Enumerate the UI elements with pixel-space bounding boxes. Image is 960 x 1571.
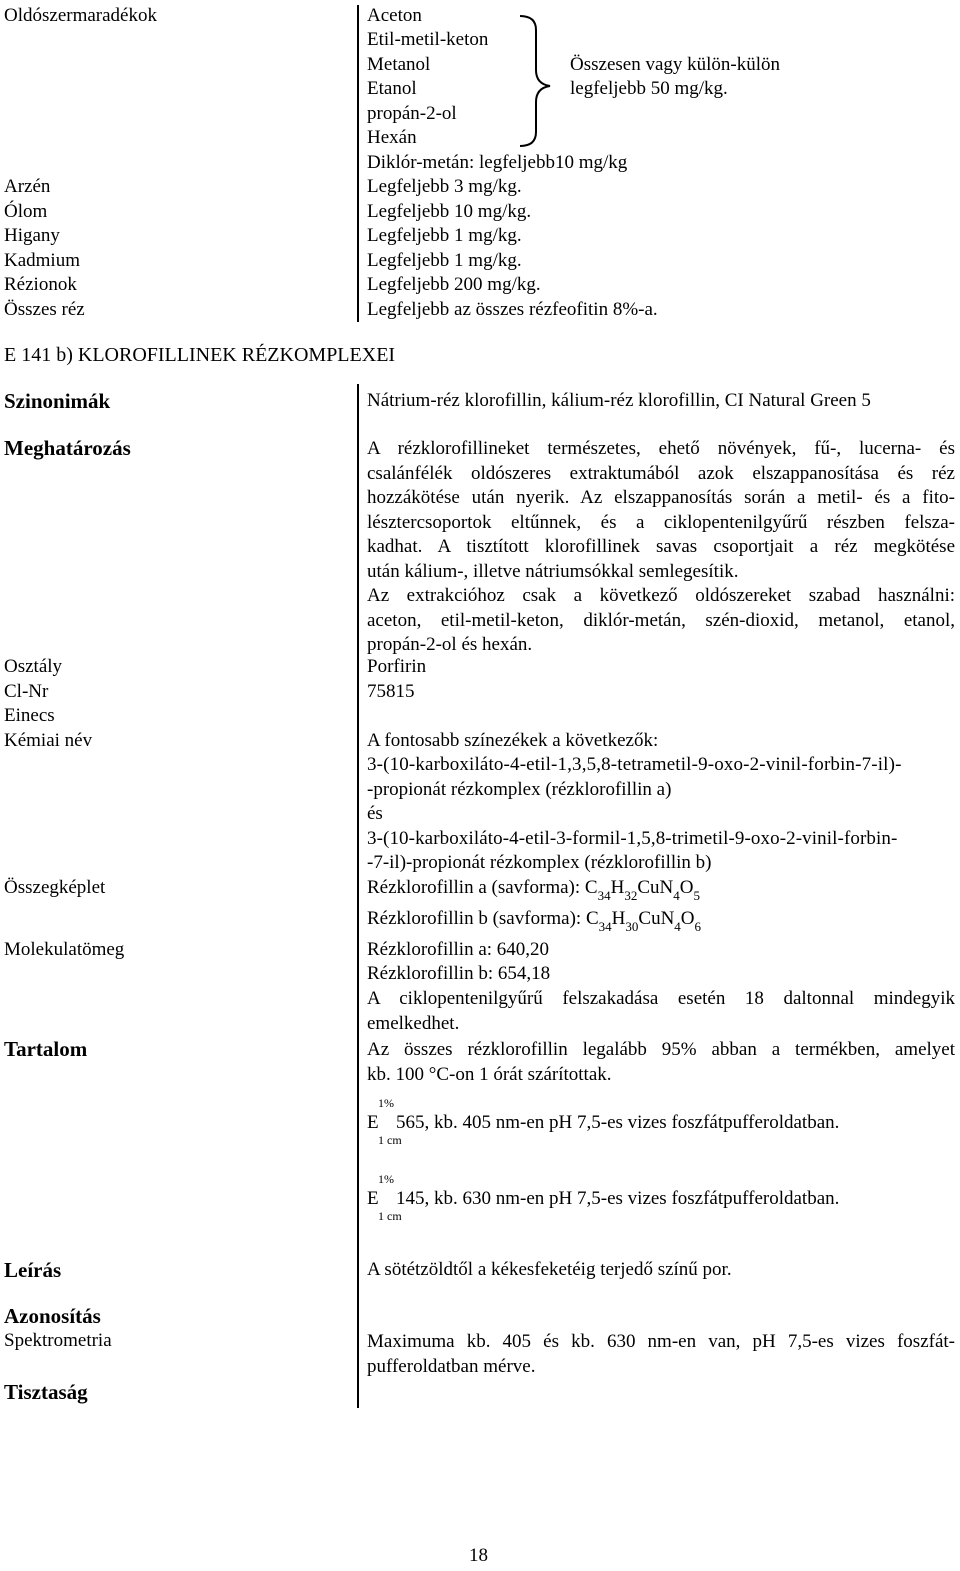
chemical-name-line: -7-il)-propionát rézkomplex (rézklorofillin b) [367,852,712,873]
bracket-note-line: Összesen vagy külön-külön [570,54,781,75]
solvent-item: Hexán [367,127,417,148]
e1-superscript: 1% [378,1096,394,1110]
dichloromethane-limit: Diklór-metán: legfeljebb10 mg/kg [367,152,628,173]
molecular-weight-note-line: A ciklopentenilgyűrű felszakadása esetén 18 daltonnal mindegyik [367,988,955,1009]
identification-label: Azonosítás [4,1304,101,1328]
definition-line: Az extrakcióhoz csak a következő oldószereket szabad használni: [367,585,955,606]
e2-subscript: 1 cm [378,1209,402,1223]
e1-text: 565, kb. 405 nm-en pH 7,5-es vizes foszfátpufferoldatban. [396,1112,840,1133]
formula-subscript: 5 [693,888,700,903]
limit-name: Ólom [4,201,48,222]
ci-nr-value: 75815 [367,681,415,702]
formula-symbol: C [585,908,599,929]
molecular-weight-note-line: emelkedhet. [367,1012,460,1034]
molecular-weight-line: Rézklorofillin a: 640,20 [367,939,550,960]
limit-name: Arzén [4,176,51,197]
class-label: Osztály [4,656,63,677]
solvent-item: propán-2-ol [367,103,457,124]
chemical-name-line: és [367,803,383,824]
solvent-item: Etil-metil-keton [367,29,489,50]
ci-nr-label: Cl-Nr [4,681,49,702]
formula-label: Összegképlet [4,877,106,898]
solvent-item: Metanol [367,54,431,75]
page-number: 18 [469,1545,488,1566]
formula-a [367,877,700,903]
molecular-weight-note [367,987,955,1036]
formula-symbol: C [584,877,598,898]
content-text [367,1038,955,1087]
definition-line: csalánfélék oldószeres extraktumából azok elszappanosítása és réz [367,462,955,484]
e1-symbol: E [367,1112,379,1133]
purity-label: Tisztaság [4,1380,88,1404]
chemical-name-line: 3-(10-karboxiláto-4-etil-3-formil-1,5,8-trimetil-9-oxo-2-vinil-forbin- [367,828,898,849]
chemical-name-line: -propionát rézkomplex (rézklorofillin a) [367,779,672,800]
limit-value: Legfeljebb 200 mg/kg. [367,274,541,295]
definition-line: A rézklorofillineket természetes, ehető növények, fű-, lucerna- és [367,438,955,459]
formula-subscript: 4 [674,919,681,934]
formula-symbol: CuN [638,908,675,929]
solvent-item: Aceton [367,5,422,26]
formula-subscript: 34 [598,919,612,934]
e2-symbol: E [367,1188,379,1209]
formula-symbol: H [610,877,625,898]
limit-name: Rézionok [4,274,77,295]
formula-b-prefix: Rézklorofillin b (savforma): [367,908,582,929]
limit-name: Kadmium [4,250,80,271]
limit-value: Legfeljebb 3 mg/kg. [367,176,522,197]
solvent-item: Etanol [367,78,417,99]
definition-line: kadhat. A tisztított klorofillinek savas csoportjait a réz megkötése [367,536,955,557]
molecular-weight-label: Molekulatömeg [4,939,125,960]
e2-text: 145, kb. 630 nm-en pH 7,5-es vizes foszfátpufferoldatban. [396,1188,840,1209]
formula-symbol: O [680,908,695,929]
content-label: Tartalom [4,1037,88,1061]
formula-subscript: 30 [625,919,639,934]
chemical-name-label: Kémiai név [4,730,93,751]
limit-value: Legfeljebb 1 mg/kg. [367,225,522,246]
description-value: A sötétzöldtől a kékesfeketéig terjedő színű por. [367,1259,732,1280]
e1-subscript: 1 cm [378,1133,402,1147]
definition-line: propán-2-ol és hexán. [367,634,533,655]
limit-name: Összes réz [4,299,85,320]
definition-line: aceton, etil-metil-keton, diklór-metán, szén-dioxid, metanol, etanol, [367,609,955,631]
synonyms-value: Nátrium-réz klorofillin, kálium-réz klorofillin, CI Natural Green 5 [367,390,871,411]
spectrometry-text [367,1330,955,1379]
definition-line: lésztercsoportok eltűnnek, és a ciklopentenilgyűrű részben felsza- [367,511,955,533]
bracket-note-line: legfeljebb 50 mg/kg. [570,78,728,99]
limit-value: Legfeljebb az összes rézfeofitin 8%-a. [367,299,658,320]
content-line: kb. 100 °C-on 1 órát szárítottak. [367,1063,612,1085]
content-line: Az összes rézklorofillin legalább 95% abban a termékben, amelyet [367,1039,955,1060]
formula-subscript: 4 [673,888,680,903]
top-column-divider [357,5,359,322]
e2-superscript: 1% [378,1172,394,1186]
synonyms-label: Szinonimák [4,389,111,413]
main-column-divider [357,384,359,1408]
formula-symbol: O [679,877,694,898]
solvents-label: Oldószermaradékok [4,5,157,26]
definition-line: után kálium-, illetve nátriumsókkal semlegesítik. [367,560,739,582]
formula-subscript: 6 [694,919,702,934]
class-value: Porfirin [367,656,427,677]
description-label: Leírás [4,1258,62,1282]
spectrometry-label: Spektrometria [4,1330,112,1351]
section-title: E 141 b) KLOROFILLINEK RÉZKOMPLEXEI [4,344,396,366]
chemical-name-line: 3-(10-karboxiláto-4-etil-1,3,5,8-tetrametil-9-oxo-2-vinil-forbin-7-il)- [367,754,902,775]
formula-subscript: 34 [597,888,611,903]
limit-name: Higany [4,225,60,246]
molecular-weight-line: Rézklorofillin b: 654,18 [367,963,551,984]
formula-subscript: 32 [624,888,638,903]
formula-symbol: H [611,908,626,929]
formula-symbol: CuN [637,877,674,898]
formula-b [367,908,702,934]
chemical-name-line: A fontosabb színezékek a következők: [367,730,659,751]
definition-label: Meghatározás [4,436,131,460]
definition-line: hozzákötése után nyerik. Az elszappanosítás során a metil- és a fito- [367,487,955,508]
limit-value: Legfeljebb 1 mg/kg. [367,250,522,271]
limit-value: Legfeljebb 10 mg/kg. [367,201,532,222]
definition-text [367,437,955,658]
spectrometry-line: Maximuma kb. 405 és kb. 630 nm-en van, pH 7,5-es vizes foszfát- [367,1331,955,1352]
curly-brace [518,14,558,148]
formula-a-prefix: Rézklorofillin a (savforma): [367,877,581,898]
spectrometry-line: pufferoldatban mérve. [367,1355,536,1377]
einecs-label: Einecs [4,705,55,726]
